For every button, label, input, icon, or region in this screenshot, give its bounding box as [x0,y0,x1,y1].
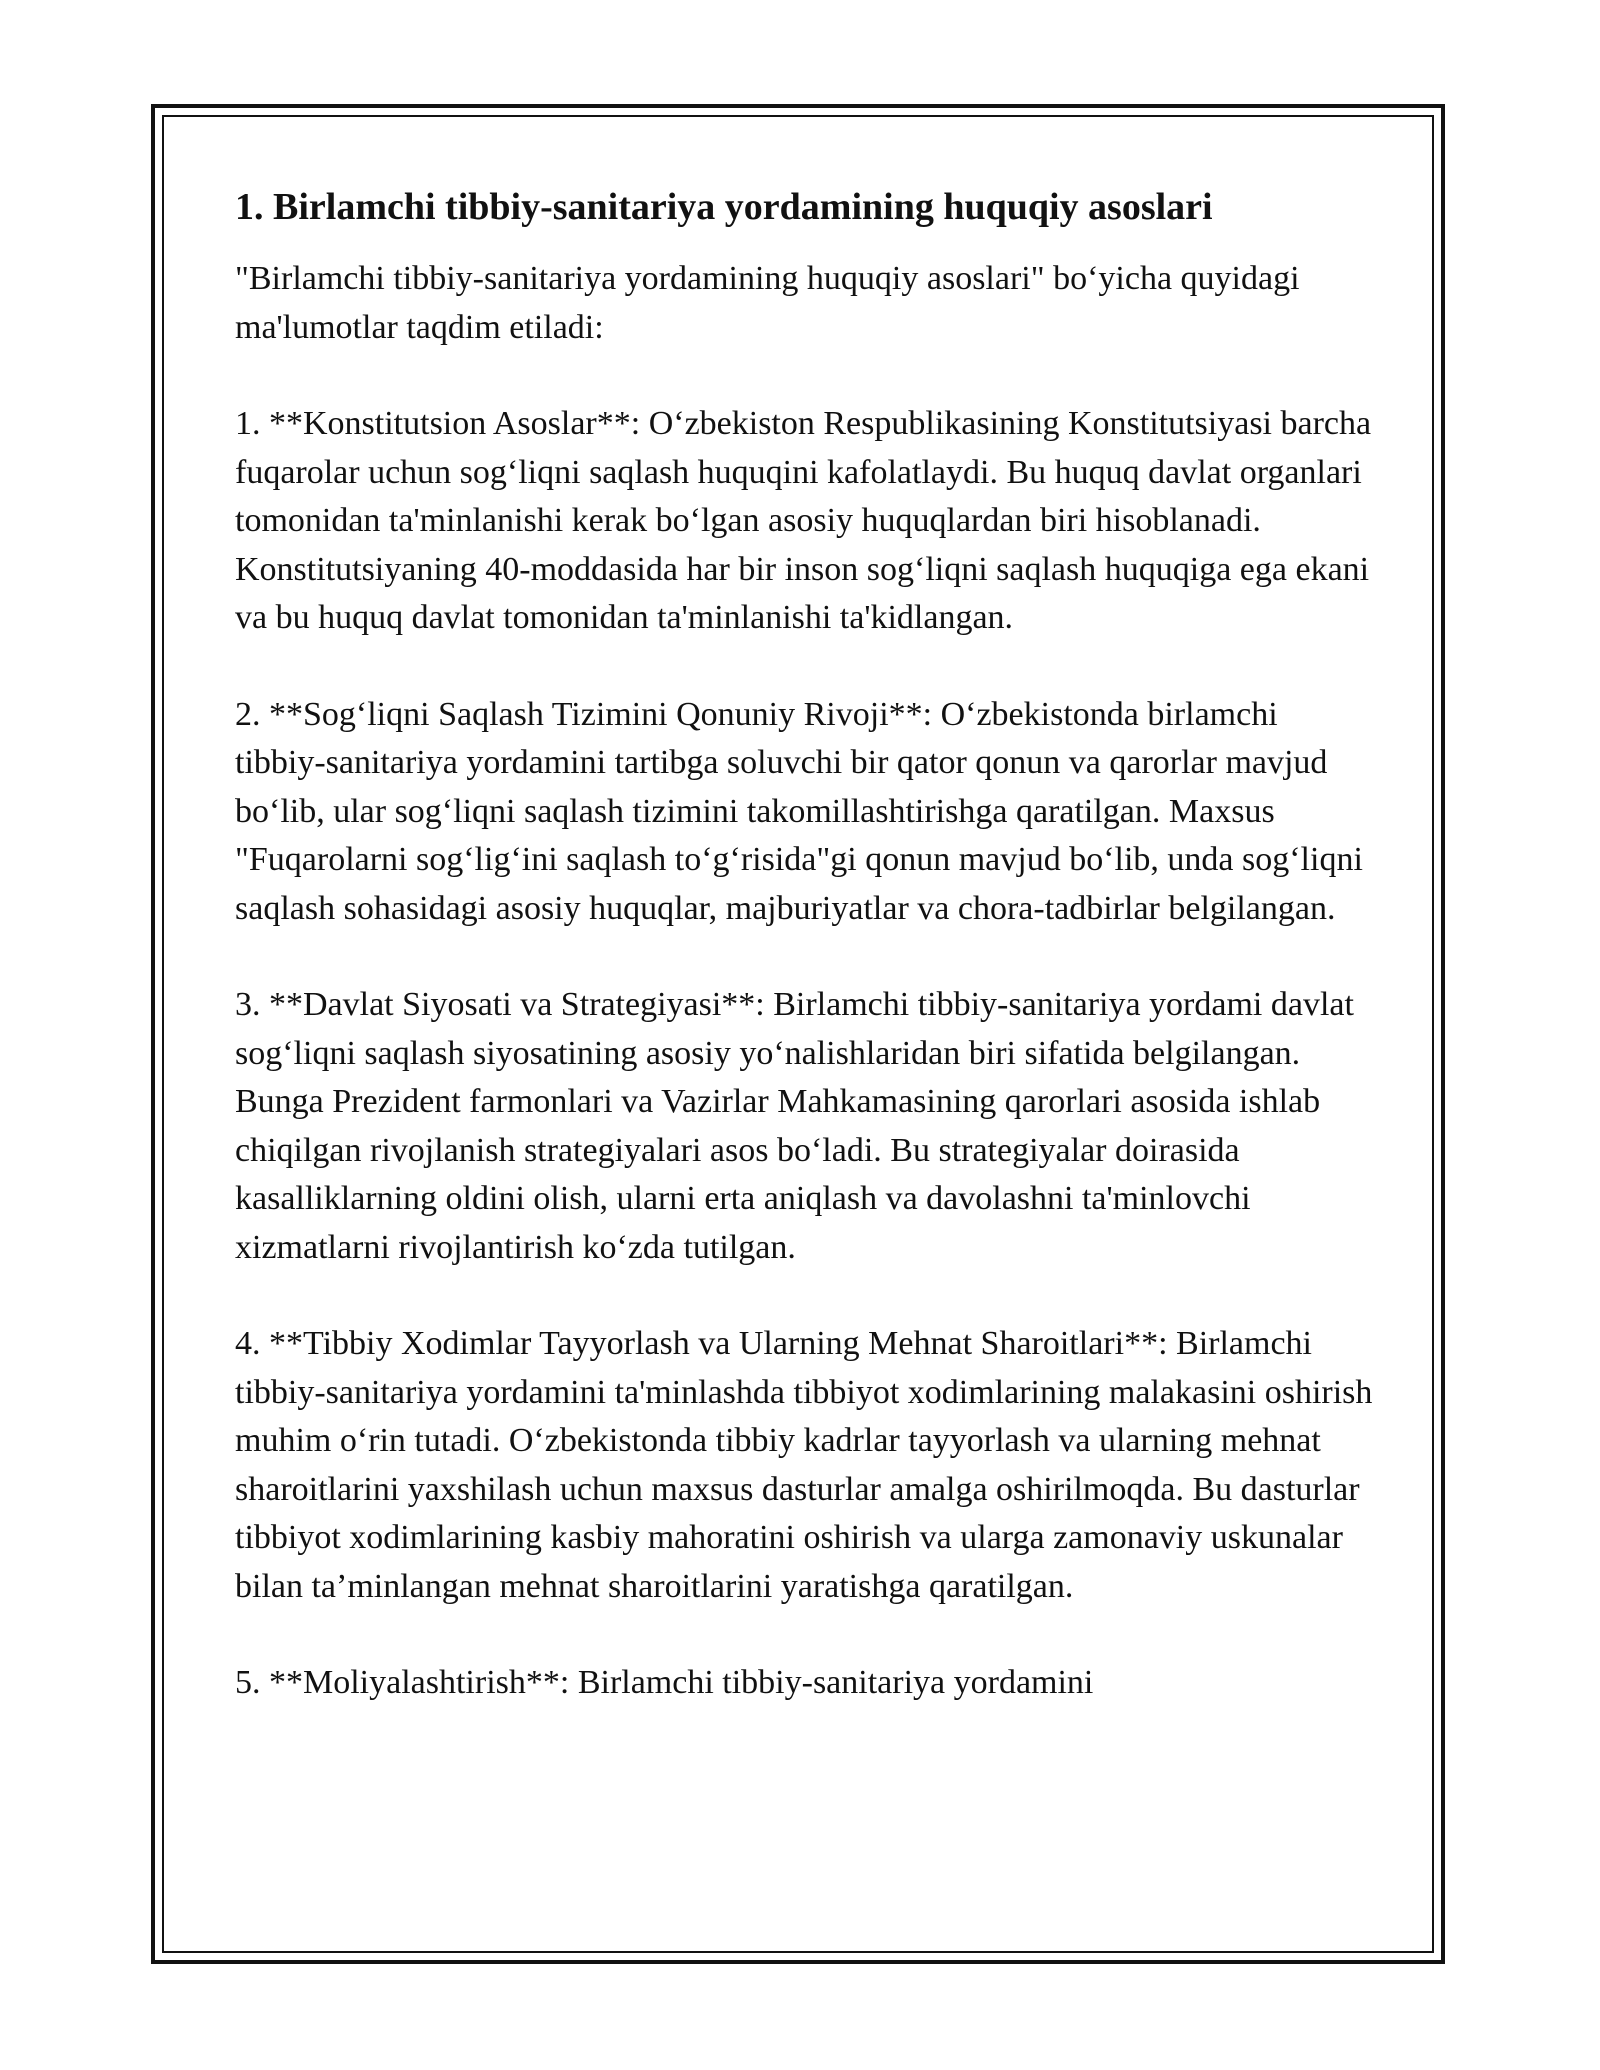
document-body [235,183,1375,1756]
paragraph-legal-development: 2. **Sog‘liqni Saqlash Tizimini Qonuniy Rivoji**: O‘zbekistonda birlamchi tibbiy-sanitariya yordamini tartibga soluvchi bir qator qonun va qarorlar mavjud bo‘lib, ular sog‘liqni saqlash tizimini takomillashtirishga qaratilgan. Maxsus "Fuqarolarni sog‘lig‘ini saqlash to‘g‘risida"gi qonun mavjud bo‘lib, unda sog‘liqni saqlash sohasidagi asosiy huquqlar, majburiyatlar va chora-tadbirlar belgilangan. [235,695,1363,927]
paragraph-constitutional-basis: 1. **Konstitutsion Asoslar**: O‘zbekiston Respublikasining Konstitutsiyasi barcha fuqarolar uchun sog‘liqni saqlash huquqini kafolatlaydi. Bu huquq davlat organlari tomonidan ta'minlanishi kerak bo‘lgan asosiy huquqlardan biri hisoblanadi. Konstitutsiyaning 40-moddasida har bir inson sog‘liqni saqlash huquqiga ega ekani va bu huquq davlat tomonidan ta'minlanishi ta'kidlangan. [235,405,1372,636]
paragraph-state-policy: 3. **Davlat Siyosati va Strategiyasi**: Birlamchi tibbiy-sanitariya yordami davlat sog‘liqni saqlash siyosatining asosiy yo‘nalishlaridan biri sifatida belgilangan. Bunga Prezident farmonlari va Vazirlar Mahkamasining qarorlari asosida ishlab chiqilgan rivojlanish strategiyalari asos bo‘ladi. Bu strategiyalar doirasida kasalliklarning oldini olish, ularni erta aniqlash va davolashni ta'minlovchi xizmatlarni rivojlantirish ko‘zda tutilgan. [235,986,1354,1266]
intro-paragraph: "Birlamchi tibbiy-sanitariya yordamining huquqiy asoslari" bo‘yicha quyidagi ma'lumotlar taqdim etiladi: [235,260,1300,346]
paragraph-medical-staff: 4. **Tibbiy Xodimlar Tayyorlash va Ularning Mehnat Sharoitlari**: Birlamchi tibbiy-sanitariya yordamini ta'minlashda tibbiyot xodimlarining malakasini oshirish muhim o‘rin tutadi. O‘zbekistonda tibbiy kadrlar tayyorlash va ularning mehnat sharoitlarini yaxshilash uchun maxsus dasturlar amalga oshirilmoqda. Bu dasturlar tibbiyot xodimlarining kasbiy mahoratini oshirish va ularga zamonaviy uskunalar bilan ta’minlangan mehnat sharoitlarini yaratishga qaratilgan. [235,1325,1373,1605]
section-heading: 1. Birlamchi tibbiy-sanitariya yordamining huquqiy asoslari [235,186,1213,228]
paragraph-financing: 5. **Moliyalashtirish**: Birlamchi tibbiy-sanitariya yordamini [235,1664,1094,1701]
